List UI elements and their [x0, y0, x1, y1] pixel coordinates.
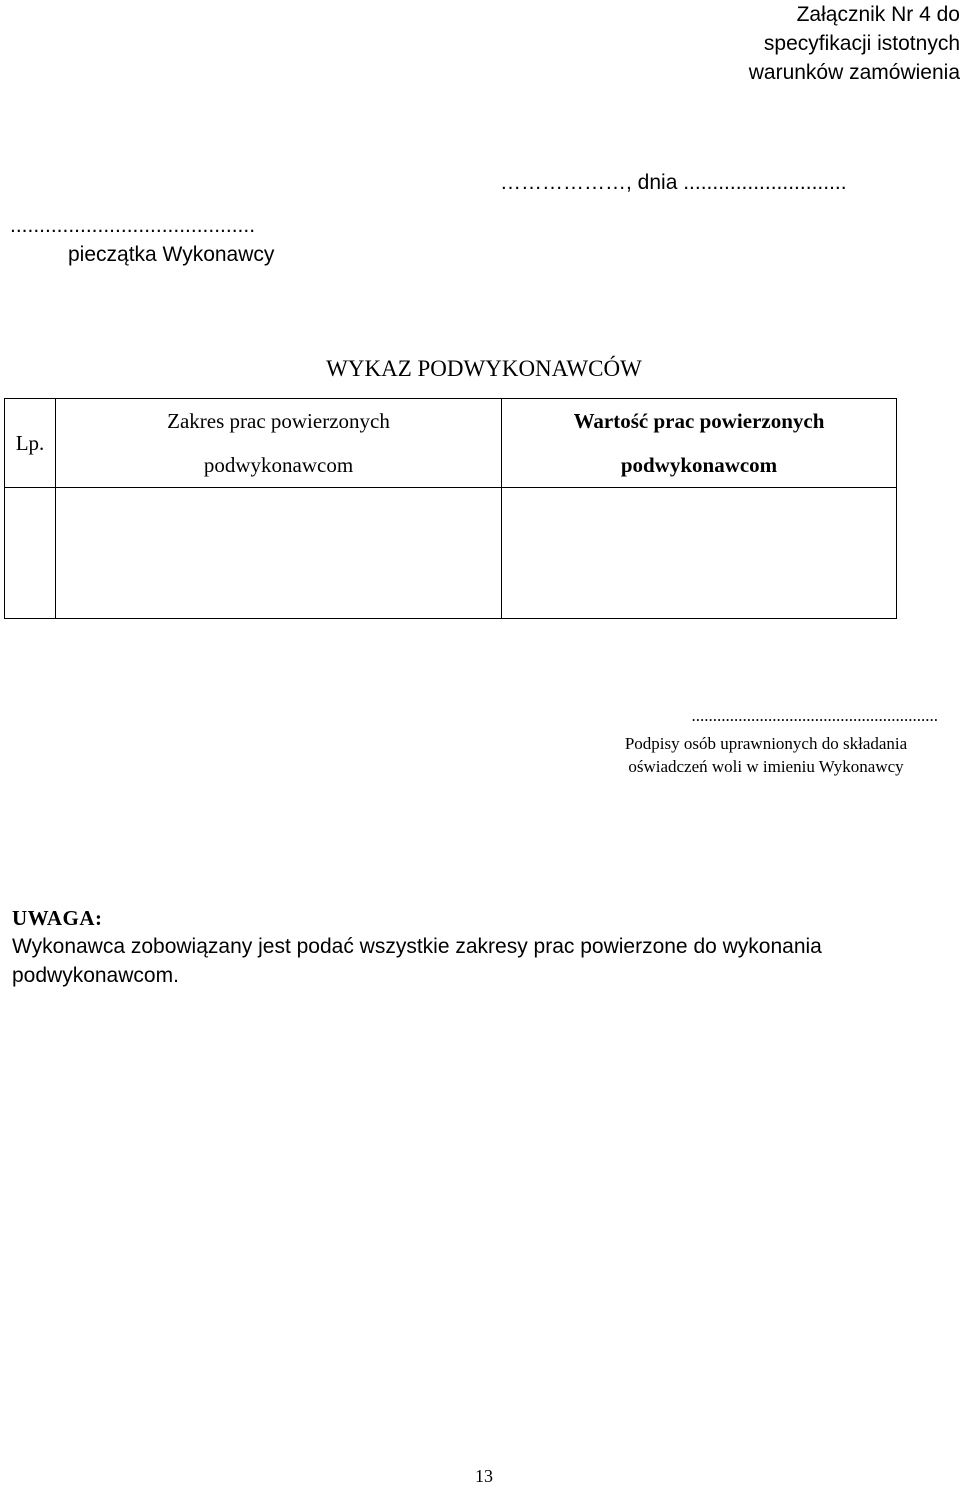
- header-value-line-1: Wartość prac powierzonych: [573, 409, 825, 433]
- annex-line-2: specyfikacji istotnych: [763, 32, 960, 55]
- date-line: ………………, dnia ............................: [500, 171, 847, 194]
- cell-lp: [5, 488, 56, 619]
- header-scope: [56, 399, 502, 488]
- header-scope-line-2: podwykonawcom: [203, 453, 354, 477]
- document-title: WYKAZ PODWYKONAWCÓW: [326, 356, 642, 381]
- cell-scope: [56, 488, 502, 619]
- signature-caption: [590, 732, 942, 778]
- note-heading: UWAGA:: [12, 906, 103, 930]
- stamp-dots: ..........................................: [10, 214, 256, 237]
- annex-line-1: Załącznik Nr 4 do: [796, 3, 960, 26]
- stamp-label: pieczątka Wykonawcy: [68, 243, 275, 266]
- cell-value: [502, 488, 897, 619]
- note-text: Wykonawca zobowiązany jest podać wszystkie zakresy prac powierzone do wykonania podwykonawcom.: [12, 935, 822, 987]
- annex-line-3: warunków zamówienia: [748, 61, 960, 84]
- signature-caption-line-2: oświadczeń woli w imieniu Wykonawcy: [628, 757, 904, 776]
- header-value: [502, 399, 897, 488]
- page-number: 13: [475, 1466, 493, 1486]
- header-scope-line-1: Zakres prac powierzonych: [167, 409, 390, 433]
- signature-dots: ..........................................................: [691, 706, 938, 725]
- table-row: [5, 488, 897, 619]
- annex-reference: [749, 0, 960, 87]
- header-lp-label: Lp.: [15, 431, 45, 455]
- header-value-line-2: podwykonawcom: [620, 453, 778, 477]
- subcontractors-table: [4, 398, 897, 619]
- signature-caption-line-1: Podpisy osób uprawnionych do składania: [624, 734, 908, 753]
- table-header-row: [5, 399, 897, 488]
- header-lp: [5, 399, 56, 488]
